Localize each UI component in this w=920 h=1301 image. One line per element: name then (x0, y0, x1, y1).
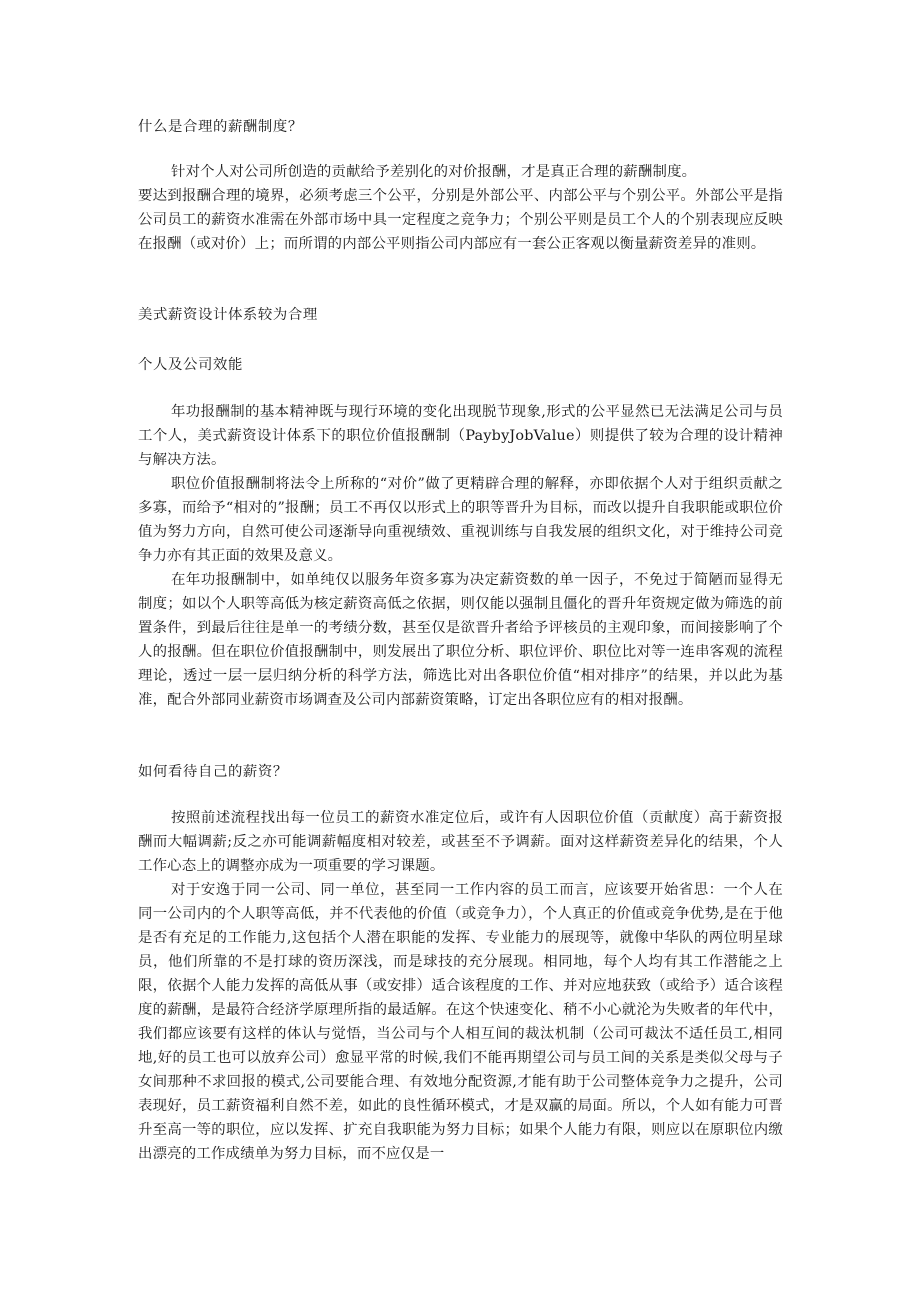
section-heading-efficiency: 个人及公司效能 (138, 357, 243, 373)
paragraph-three-fairness: 要达到报酬合理的境界，必须考虑三个公平，分别是外部公平、内部公平与个别公平。外部公平是指公司员工的薪资水准需在外部市场中具一定程度之竞争力；个别公平则是员工个人的个别表现应反映在报酬（或对价）上；而所谓的内部公平则指公司内部应有一套公正客观以衡量薪资差异的准则。 (138, 188, 783, 252)
paragraph-job-evaluation: 在年功报酬制中，如单纯仅以服务年资多寡为决定薪资数的单一因子，不免过于简陋而显得无制度；如以个人职等高低为核定薪资高低之依据，则仅能以强制且僵化的晋升年资规定做为筛选的前置条件，到最后往往是单一的考绩分数，甚至仅是欲晋升者给予评核员的主观印象，而间接影响了个人的报酬。但在职位价值报酬制中，则发展出了职位分析、职位评价、职位比对等一连串客观的流程理论，透过一层一层归纳分析的科学方法，筛选比对出各职位价值“相对排序”的结果，并以此为基准，配合外部同业薪资市场调查及公司内部薪资策略，订定出各职位应有的相对报酬。 (138, 572, 783, 708)
section-heading-american-system: 美式薪资设计体系较为合理 (138, 307, 318, 323)
section-heading-salary-system: 什么是合理的薪酬制度？ (138, 119, 303, 135)
section-heading-view-own-salary: 如何看待自己的薪资？ (138, 764, 288, 780)
paragraph-fair-pay-definition: 针对个人对公司所创造的贡献给予差别化的对价报酬，才是真正合理的薪酬制度。 (171, 164, 697, 180)
paragraph-seniority-pay: 年功报酬制的基本精神既与现行环境的变化出现脱节现象,形式的公平显然已无法满足公司与员工个人，美式薪资设计体系下的职位价值报酬制（PaybyJobValue）则提供了较为合理的设计精神与解决方法。 (138, 404, 783, 468)
paragraph-self-reflection: 对于安逸于同一公司、同一单位，甚至同一工作内容的员工而言，应该要开始省思：一个人在同一公司内的个人职等高低，并不代表他的价值（或竞争力），个人真正的价值或竞争优势,是在于他是否有充足的工作能力,这包括个人潜在职能的发挥、专业能力的展现等，就像中华队的两位明星球员，他们所靠的不是打球的资历深浅，而是球技的充分展现。相同地，每个人均有其工作潜能之上限，依据个人能力发挥的高低从事（或安排）适合该程度的工作、并对应地获致（或给予）适合该程度的薪酬，是最符合经济学原理所指的最适解。在这个快速变化、稍不小心就沦为失败者的年代中，我们都应该要有这样的体认与觉悟，当公司与个人相互间的裁汰机制（公司可裁汰不适任员工,相同地,好的员工也可以放弃公司）愈显平常的时候,我们不能再期望公司与员工间的关系是类似父母与子女间那种不求回报的模式,公司要能合理、有效地分配资源,才能有助于公司整体竞争力之提升，公司表现好，员工薪资福利自然不差，如此的良性循环模式，才是双赢的局面。所以，个人如有能力可晋升至高一等的职位，应以发挥、扩充自我职能为努力目标；如果个人能力有限，则应以在原职位内缴出漂亮的工作成绩单为努力目标，而不应仅是一 (138, 882, 783, 1162)
paragraph-job-value-pay: 职位价值报酬制将法令上所称的“对价”做了更精辟合理的解释，亦即依据个人对于组织贡献之多寡，而给予“相对的”报酬；员工不再仅以形式上的职等晋升为目标，而改以提升自我职能或职位价值为努力方向，自然可使公司逐渐导向重视绩效、重视训练与自我发展的组织文化，对于维持公司竞争力亦有其正面的效果及意义。 (138, 476, 783, 564)
paragraph-salary-positioning: 按照前述流程找出每一位员工的薪资水准定位后，或许有人因职位价值（贡献度）高于薪资报酬而大幅调薪;反之亦可能调薪幅度相对较差，或甚至不予调薪。面对这样薪资差异化的结果，个人工作心态上的调整亦成为一项重要的学习课题。 (138, 810, 783, 874)
